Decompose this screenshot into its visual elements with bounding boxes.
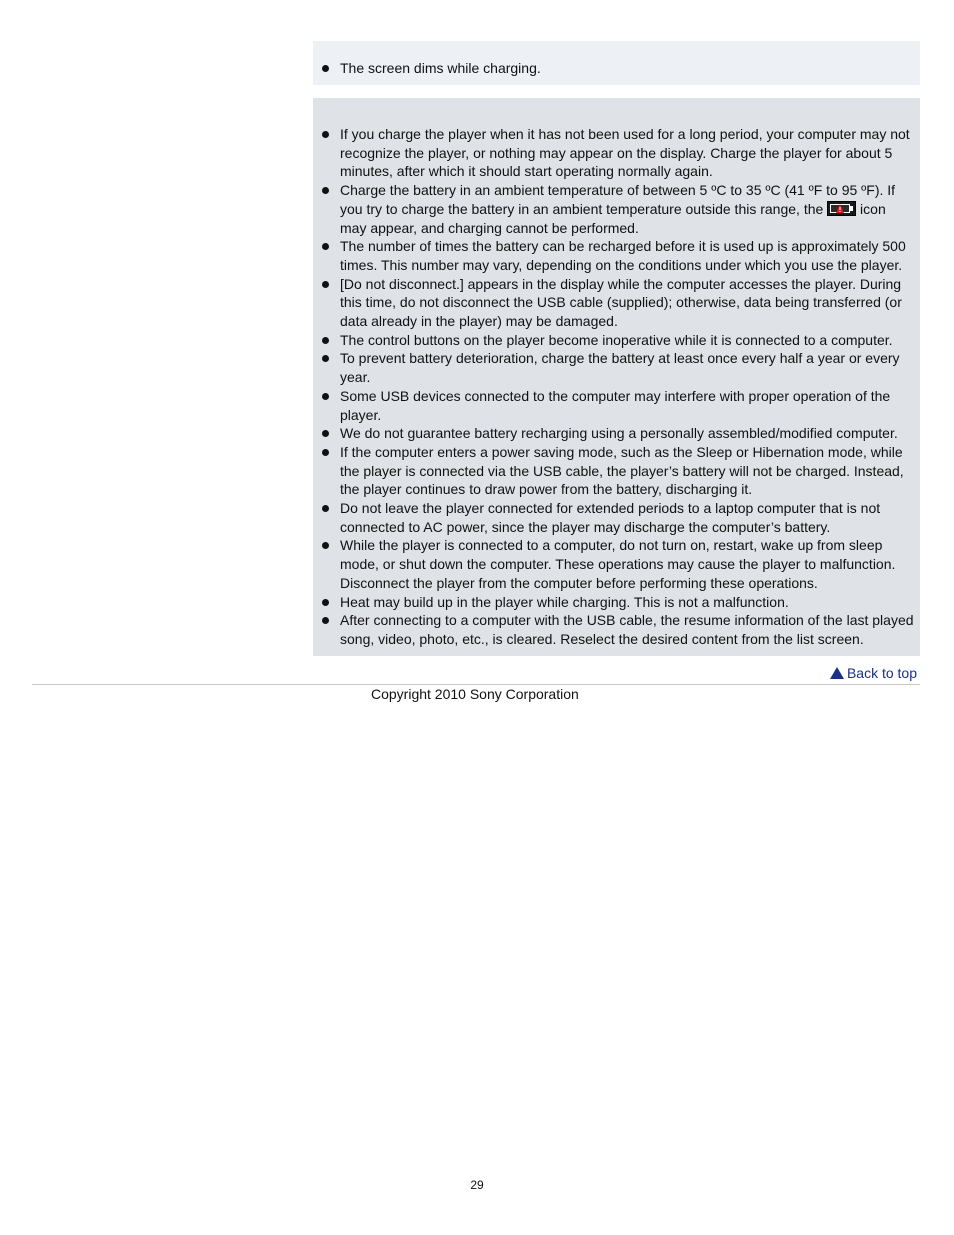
battery-warning-icon (827, 201, 856, 216)
notes-list (313, 125, 920, 649)
list-item (313, 349, 920, 386)
list-item-text: Do not leave the player connected for extended periods to a laptop computer that is not connected to AC power, since the player may discharge the computer’s battery. (340, 500, 881, 535)
list-item-text: Charge the battery in an ambient temperature of between 5 ºC to 35 ºC (41 ºF to 95 ºF). If you try to charge the battery in an ambient temperature outside this range, the icon may appear, and charging cannot be performed. (340, 182, 896, 236)
list-item (313, 593, 920, 612)
bullet-icon (322, 393, 329, 400)
bullet-icon (322, 542, 329, 549)
list-item-text: If the computer enters a power saving mode, such as the Sleep or Hibernation mode, while the player is connected via the USB cable, the player’s battery will not be charged. Instead, the player continues to draw power from the battery, discharging it. (340, 443, 904, 498)
list-item-text: The screen dims while charging. (340, 60, 541, 76)
bullet-icon (322, 599, 329, 606)
list-item (313, 59, 920, 78)
bullet-icon (322, 187, 329, 194)
list-item-text: While the player is connected to a computer, do not turn on, restart, wake up from sleep mode, or shut down the computer. These operations may cause the player to malfunction. Disconnect the player from the computer before performing these operations. (340, 537, 896, 591)
page-number: 29 (470, 1178, 484, 1192)
back-to-top-label: Back to top (846, 665, 917, 681)
up-triangle-icon (830, 667, 844, 679)
top-note-list (313, 59, 920, 78)
bullet-icon (322, 505, 329, 512)
bullet-icon (322, 65, 329, 72)
list-item (313, 611, 920, 648)
list-item (313, 331, 920, 350)
list-item (313, 387, 920, 424)
list-item-text: [Do not disconnect.] appears in the display while the computer accesses the player. During this time, do not disconnect the USB cable (supplied); otherwise, data being transferred (or data already in the player) may be damaged. (340, 275, 902, 330)
list-item-text: The control buttons on the player become inoperative while it is connected to a computer. (340, 331, 893, 348)
list-item (313, 536, 920, 592)
bullet-icon (322, 243, 329, 250)
list-item (313, 275, 920, 331)
notes-box (313, 98, 920, 656)
list-item (313, 125, 920, 181)
footer-divider (32, 684, 920, 685)
copyright-text: Copyright 2010 Sony Corporation (371, 686, 579, 702)
bullet-icon (322, 281, 329, 288)
bullet-icon (322, 430, 329, 437)
list-item-text: After connecting to a computer with the USB cable, the resume information of the last played song, video, photo, etc., is cleared. Reselect the desired content from the list screen. (340, 612, 914, 647)
list-item (313, 443, 920, 499)
bullet-icon (322, 337, 329, 344)
list-item-text: If you charge the player when it has not been used for a long period, your computer may not recognize the player, or nothing may appear on the display. Charge the player for about 5 minutes, after which it should start operating normally again. (340, 126, 910, 180)
list-item-text: To prevent battery deterioration, charge the battery at least once every half a year or every year. (340, 350, 900, 386)
back-to-top-link[interactable] (830, 665, 917, 681)
list-item-text: Heat may build up in the player while charging. This is not a malfunction. (340, 593, 789, 610)
list-item-text: Some USB devices connected to the computer may interfere with proper operation of the player. (340, 387, 891, 423)
bullet-icon (322, 449, 329, 456)
list-item (313, 181, 920, 237)
bullet-icon (322, 355, 329, 362)
list-item (313, 424, 920, 443)
bullet-icon (322, 131, 329, 138)
list-item (313, 237, 920, 274)
bullet-icon (322, 617, 329, 624)
top-note-box (313, 41, 920, 85)
list-item-text: The number of times the battery can be recharged before it is used up is approximately 500 times. This number may vary, depending on the conditions under which you use the player. (340, 238, 906, 273)
list-item (313, 499, 920, 536)
list-item-text: We do not guarantee battery recharging using a personally assembled/modified computer. (340, 425, 898, 442)
